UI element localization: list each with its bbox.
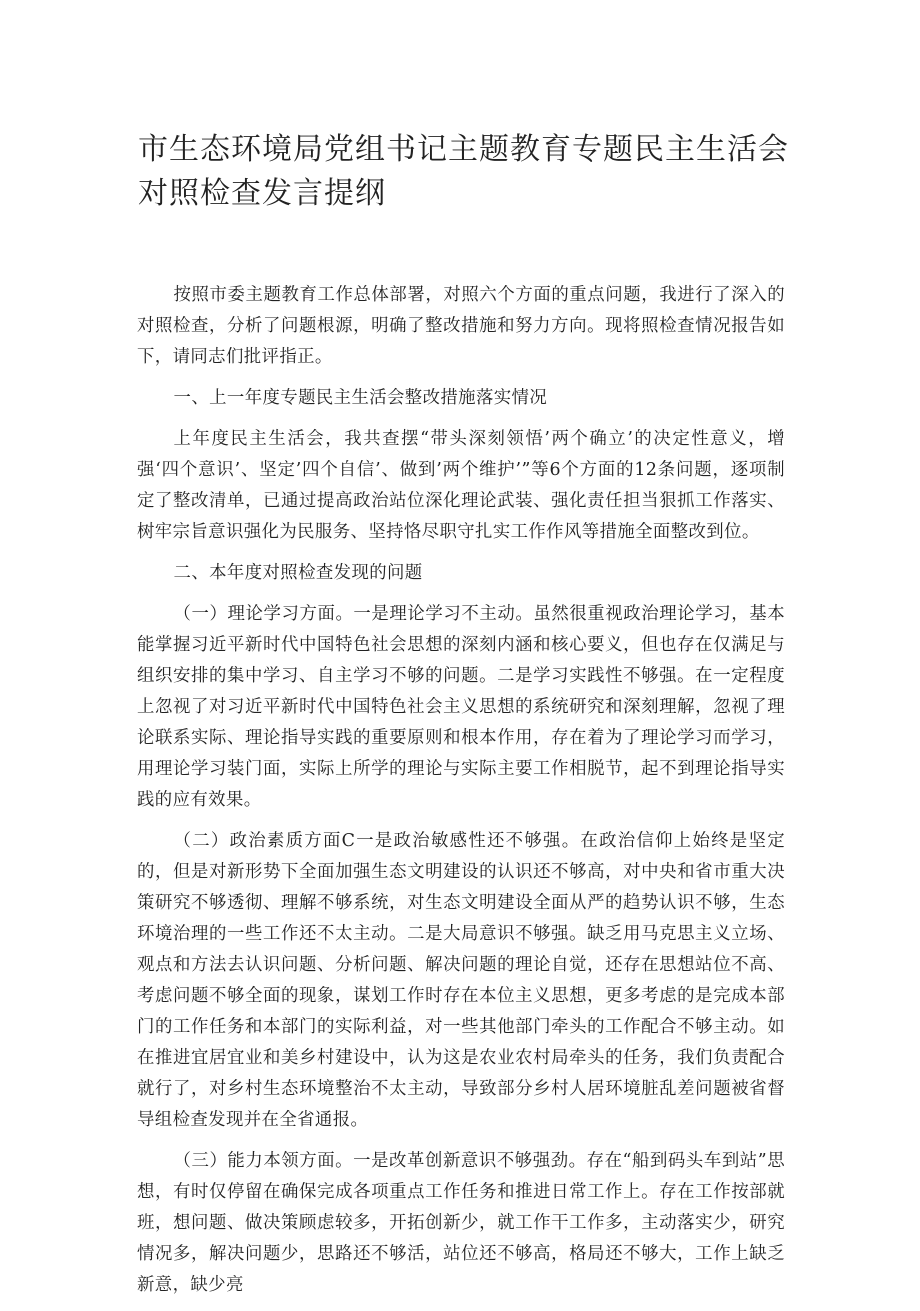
political-quality-paragraph: （二）政治素质方面C一是政治敏感性还不够强。在政治信仰上始终是坚定的，但是对新形势下全面加强生态文明建设的认识还不够高，对中央和省市重大决策研究不够透彻、理解不够系统，对生态文明建设全面从严的趋势认识不够，生态环境治理的一些工作还不太主动。二是大局意识不够强。缺乏用马克思主义立场、观点和方法去认识问题、分析问题、解决问题的理论自觉，还存在思想站位不高、考虑问题不够全面的现象，谋划工作时存在本位主义思想，更多考虑的是完成本部门的工作任务和本部门的实际利益，对一些其他部门牵头的工作配合不够主动。如在推进宜居宜业和美乡村建设中，认为这是农业农村局牵头的任务，我们负责配合就行了，对乡村生态环境整治不太主动，导致部分乡村人居环境脏乱差问题被省督导组检查发现并在全省通报。 — [137, 831, 785, 1130]
intro-paragraph: 按照市委主题教育工作总体部署，对照六个方面的重点问题，我进行了深入的对照检查，分析了问题根源，明确了整改措施和努力方向。现将照检查情况报告如下，请同志们批评指正。 — [137, 285, 785, 367]
section-heading-1: 一、上一年度专题民主生活会整改措施落实情况 — [173, 388, 548, 408]
section-1-paragraph: 上年度民主生活会，我共查摆“带头深刻领悟’两个确立’的决定性意义，增强‘四个意识’、坚定’四个自信’、做到’两个维护’”等6个方面的12条问题，逐项制定了整改清单，已通过提高政治站位深化理论武装、强化责任担当狠抓工作落实、树牢宗旨意识强化为民服务、坚持恪尽职守扎实工作作风等措施全面整改到位。 — [137, 429, 785, 542]
theory-study-paragraph: （一）理论学习方面。一是理论学习不主动。虽然很重视政治理论学习，基本能掌握习近平新时代中国特色社会思想的深刻内涵和核心要义，但也存在仅满足与组织安排的集中学习、自主学习不够的问题。二是学习实践性不够强。在一定程度上忽视了对习近平新时代中国特色社会主义思想的系统研究和深刻理解，忽视了理论联系实际、理论指导实践的重要原则和根本作用，存在着为了理论学习而学习，用理论学习装门面，实际上所学的理论与实际主要工作相脱节，起不到理论指导实践的应有效果。 — [137, 604, 785, 810]
ability-paragraph: （三）能力本领方面。一是改革创新意识不够强劲。存在“船到码头车到站”思想，有时仅停留在确保完成各项重点工作任务和推进日常工作上。存在工作按部就班，想问题、做决策顾虑较多，开拓创新少，就工作干工作多，主动落实少，研究情况多，解决问题少，思路还不够活，站位还不够高，格局还不够大，工作上缺乏新意，缺少亮 — [137, 1151, 785, 1295]
document-body — [137, 280, 785, 1311]
section-heading-2: 二、本年度对照检查发现的问题 — [173, 563, 423, 583]
document-title: 市生态环境局党组书记主题教育专题民主生活会对照检查发言提纲 — [138, 132, 789, 211]
